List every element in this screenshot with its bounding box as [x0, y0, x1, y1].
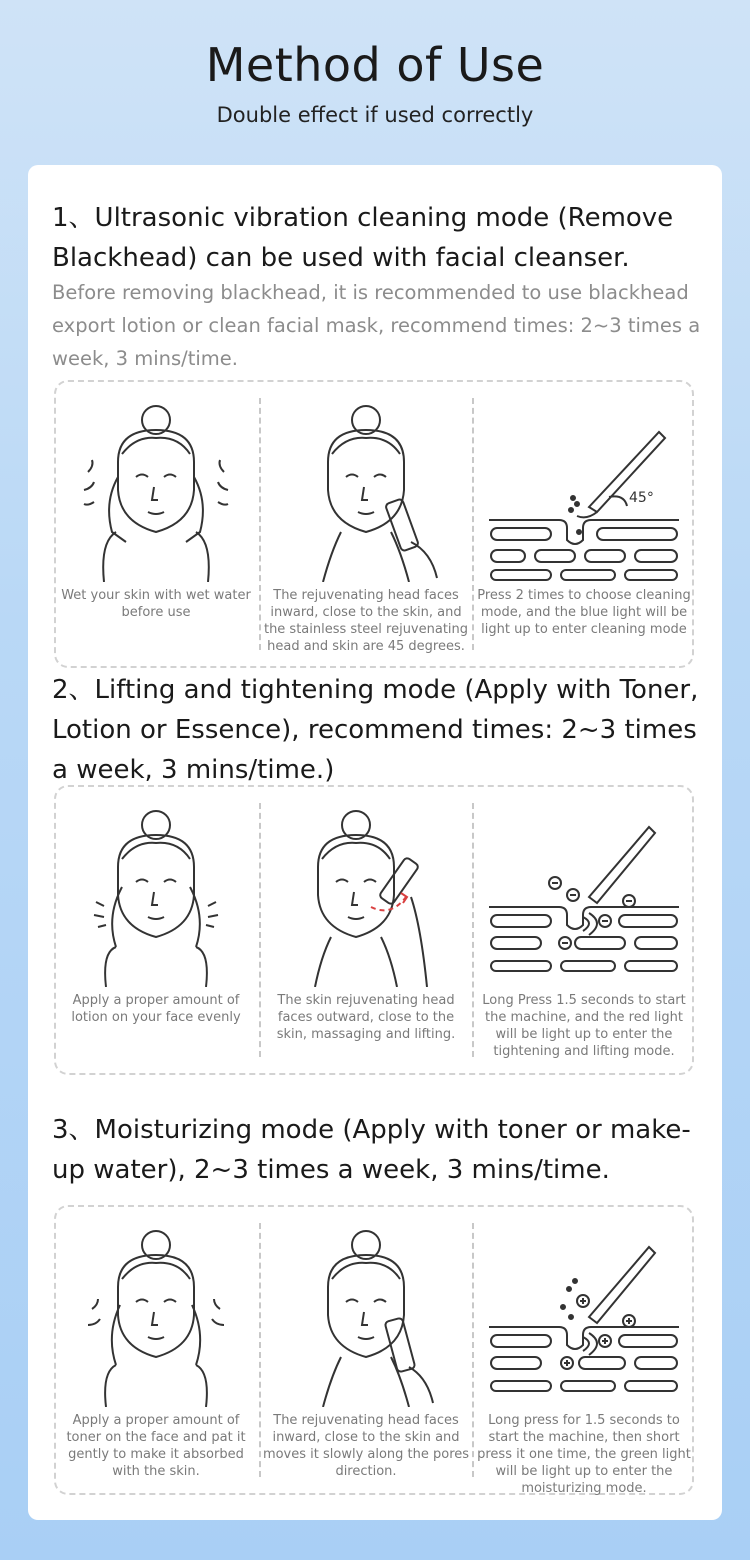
step-caption: Long press for 1.5 seconds to start the machine, then short press it one time, the green light will be light up to enter the moisturizing mode. [477, 1413, 691, 1496]
section-2-step-3 [474, 787, 694, 1073]
section-2-heading: 2、Lifting and tightening mode (Apply with Toner, Lotion or Essence), recommend times: 2~3 times a week, 3 mins/time.) [52, 675, 699, 785]
section-1-step-1 [56, 382, 256, 666]
section-1-heading: 1、Ultrasonic vibration cleaning mode (Remove Blackhead) can be used with facial cleanser. [52, 203, 674, 273]
step-caption: The rejuvenating head faces inward, close to the skin and moves it slowly along the pores direction. [262, 1413, 470, 1479]
face-device-icon [261, 392, 471, 582]
step-caption: The rejuvenating head faces inward, close to the skin, and the stainless steel rejuvenating head and skin are 45 degrees. [263, 588, 469, 654]
step-caption: The skin rejuvenating head faces outward, close to the skin, massaging and lifting. [276, 993, 456, 1042]
section-1-steps-panel [54, 380, 694, 668]
instructions-card [28, 165, 722, 1520]
section-3-step-2 [261, 1207, 471, 1493]
step-caption: Wet your skin with wet water before use [61, 588, 251, 620]
section-2-step-1 [56, 787, 256, 1073]
step-caption: Apply a proper amount of lotion on your face evenly [71, 993, 241, 1025]
step-caption: Press 2 times to choose cleaning mode, and the blue light will be light up to enter cleaning mode [477, 588, 691, 637]
section-2-steps-panel [54, 785, 694, 1075]
step-caption: Apply a proper amount of toner on the face and pat it gently to make it absorbed with the skin. [66, 1413, 246, 1479]
skin-cleaning-diagram-icon [474, 392, 694, 582]
step-caption: Long Press 1.5 seconds to start the machine, and the red light will be light up to enter the tightening and lifting mode. [482, 993, 686, 1059]
svg-text:45°: 45° [629, 490, 654, 506]
section-2-step-2 [261, 787, 471, 1073]
section-3-step-3 [474, 1207, 694, 1496]
section-3-steps-panel [54, 1205, 694, 1495]
face-splash-icon [56, 392, 256, 582]
skin-positive-ion-diagram-icon [474, 1217, 694, 1407]
section-3-heading: 3、Moisturizing mode (Apply with toner or make-up water), 2~3 times a week, 3 mins/time. [52, 1115, 691, 1185]
face-pat-icon [56, 1217, 256, 1407]
section-1-description: Before removing blackhead, it is recommended to use blackhead export lotion or clean facial mask, recommend times: 2~3 times a week, 3 mins/time. [52, 281, 701, 370]
page-title: Method of Use [205, 38, 545, 92]
skin-negative-ion-diagram-icon [474, 797, 694, 987]
section-3-step-1 [56, 1207, 256, 1493]
section-1-step-3 [474, 382, 694, 666]
page-subtitle: Double effect if used correctly [216, 103, 534, 127]
face-apply-icon [56, 797, 256, 987]
face-device-icon [261, 1217, 471, 1407]
section-1-step-2 [261, 382, 471, 666]
face-lifting-icon [261, 797, 471, 987]
